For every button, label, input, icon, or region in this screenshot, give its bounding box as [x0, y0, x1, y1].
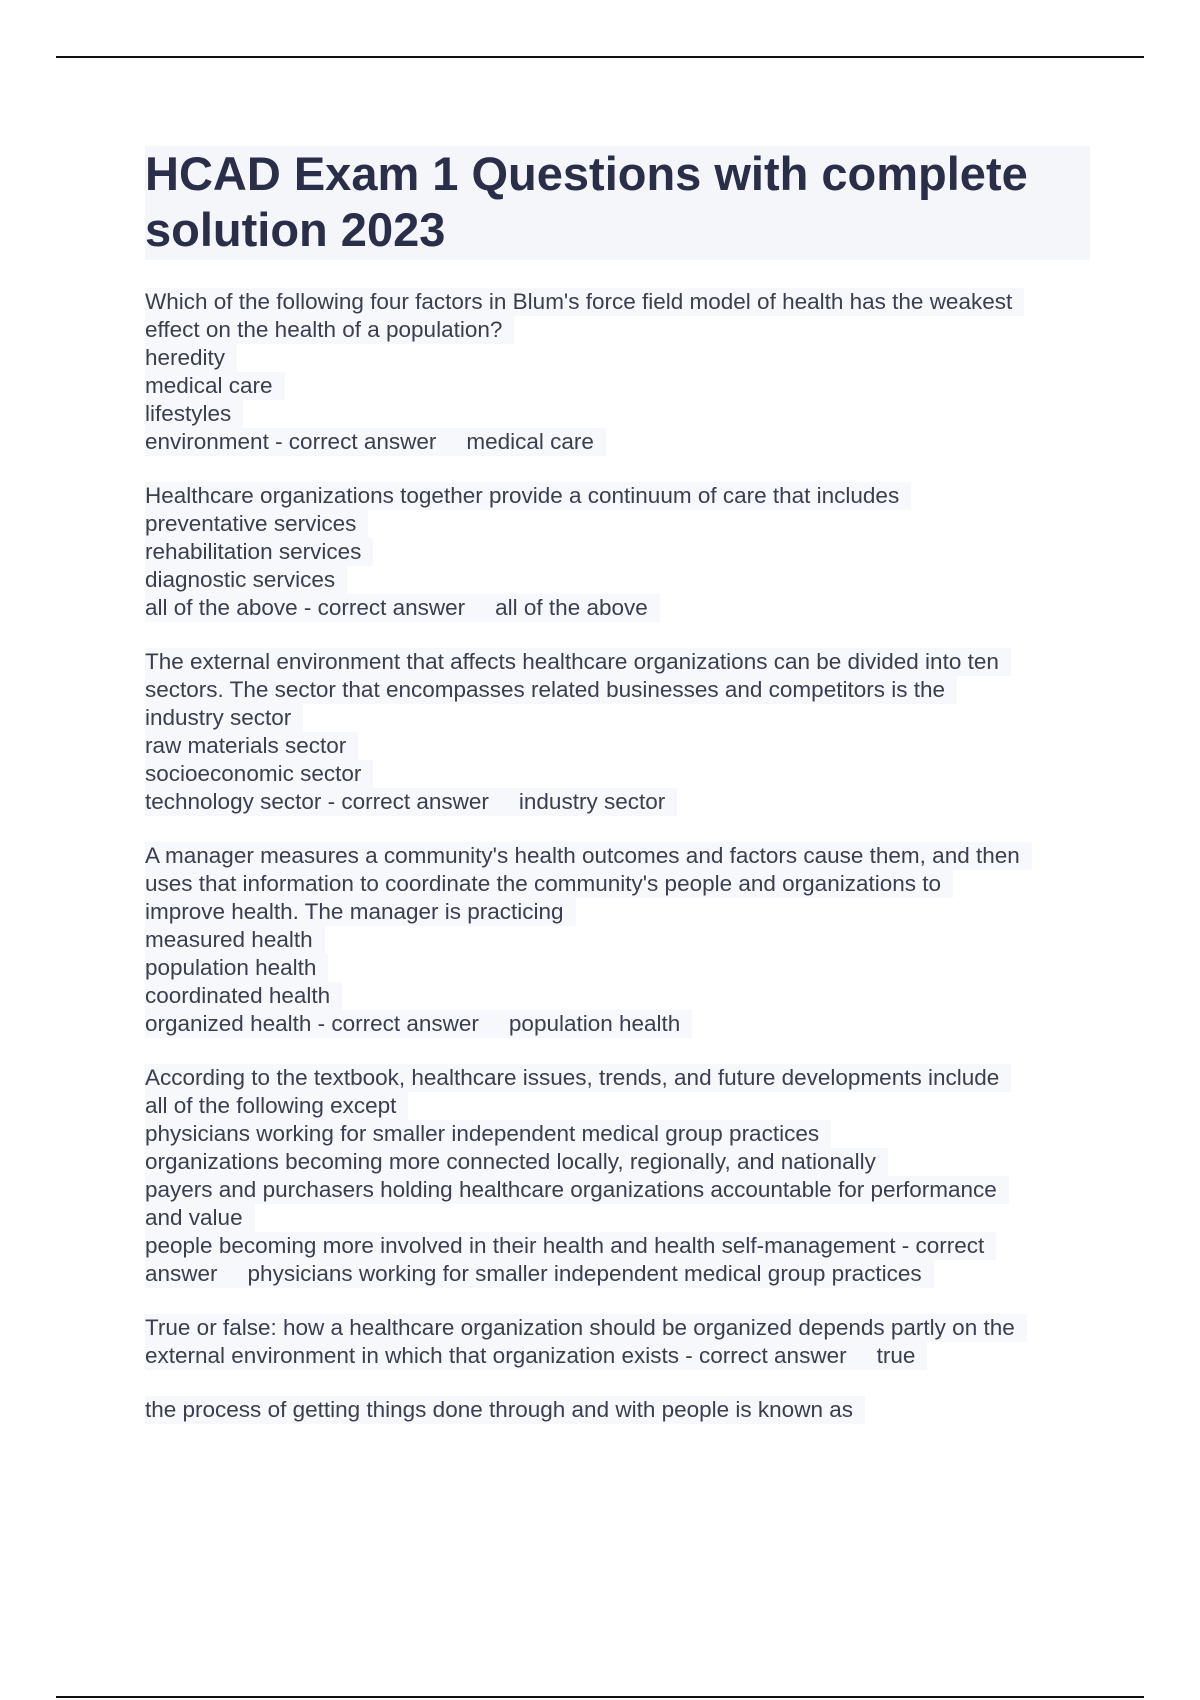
question-line — [145, 982, 1090, 1010]
question-text: medical care — [145, 372, 285, 400]
question-line — [145, 1148, 1090, 1176]
title-line: solution 2023 — [145, 203, 446, 256]
question-line — [145, 1204, 1090, 1232]
question-line — [145, 1064, 1090, 1092]
answer-line — [145, 1342, 1090, 1370]
question-line — [145, 510, 1090, 538]
question-line — [145, 538, 1090, 566]
correct-answer: true — [859, 1342, 928, 1370]
answer-label: external environment in which that organization exists - correct answer — [145, 1342, 859, 1370]
question-text: measured health — [145, 926, 325, 954]
question-text: preventative services — [145, 510, 368, 538]
question-line — [145, 1176, 1090, 1204]
question-text: payers and purchasers holding healthcare organizations accountable for performance — [145, 1176, 1009, 1204]
question-line — [145, 704, 1090, 732]
question-line — [145, 566, 1090, 594]
question-line — [145, 316, 1090, 344]
question-block — [145, 482, 1090, 622]
question-line — [145, 676, 1090, 704]
question-text: The external environment that affects healthcare organizations can be divided into ten — [145, 648, 1011, 676]
question-text: uses that information to coordinate the community's people and organizations to — [145, 870, 953, 898]
document-body — [145, 146, 1090, 1450]
question-block — [145, 648, 1090, 816]
answer-label: answer — [145, 1260, 230, 1288]
question-line — [145, 926, 1090, 954]
correct-answer: industry sector — [501, 788, 677, 816]
answer-line — [145, 1396, 1090, 1424]
answer-line — [145, 1260, 1090, 1288]
correct-answer: all of the above — [477, 594, 660, 622]
question-text: coordinated health — [145, 982, 342, 1010]
bottom-rule — [56, 1696, 1144, 1698]
correct-answer: medical care — [448, 428, 606, 456]
question-text: all of the following except — [145, 1092, 408, 1120]
answer-label: technology sector - correct answer — [145, 788, 501, 816]
question-text: Which of the following four factors in Blum's force field model of health has the weakest — [145, 288, 1024, 316]
answer-line — [145, 428, 1090, 456]
question-text: True or false: how a healthcare organization should be organized depends partly on the — [145, 1314, 1027, 1342]
question-block — [145, 1396, 1090, 1424]
question-text: population health — [145, 954, 328, 982]
question-line — [145, 842, 1090, 870]
document-title — [145, 146, 1090, 258]
question-line — [145, 1092, 1090, 1120]
question-text: heredity — [145, 344, 237, 372]
question-list — [145, 288, 1090, 1424]
question-line — [145, 288, 1090, 316]
correct-answer: physicians working for smaller independent medical group practices — [230, 1260, 934, 1288]
question-line — [145, 870, 1090, 898]
question-block — [145, 1314, 1090, 1370]
answer-label: all of the above - correct answer — [145, 594, 477, 622]
question-text: Healthcare organizations together provide a continuum of care that includes — [145, 482, 911, 510]
question-text: diagnostic services — [145, 566, 347, 594]
question-line — [145, 1232, 1090, 1260]
question-text: improve health. The manager is practicing — [145, 898, 576, 926]
question-line — [145, 344, 1090, 372]
question-block — [145, 842, 1090, 1038]
question-line — [145, 400, 1090, 428]
answer-label: organized health - correct answer — [145, 1010, 491, 1038]
question-line — [145, 482, 1090, 510]
question-line — [145, 760, 1090, 788]
question-text: organizations becoming more connected locally, regionally, and nationally — [145, 1148, 888, 1176]
question-text: people becoming more involved in their health and health self-management - correct — [145, 1232, 996, 1260]
question-block — [145, 1064, 1090, 1288]
question-text: physicians working for smaller independent medical group practices — [145, 1120, 831, 1148]
question-line — [145, 1314, 1090, 1342]
answer-label: the process of getting things done through and with people is known as — [145, 1396, 865, 1424]
question-text: rehabilitation services — [145, 538, 373, 566]
question-text: socioeconomic sector — [145, 760, 373, 788]
title-block — [145, 146, 1090, 260]
question-line — [145, 372, 1090, 400]
question-text: and value — [145, 1204, 255, 1232]
answer-line — [145, 594, 1090, 622]
title-line: HCAD Exam 1 Questions with complete — [145, 147, 1028, 200]
question-block — [145, 288, 1090, 456]
question-text: sectors. The sector that encompasses related businesses and competitors is the — [145, 676, 957, 704]
question-text: industry sector — [145, 704, 303, 732]
question-text: A manager measures a community's health outcomes and factors cause them, and then — [145, 842, 1032, 870]
answer-line — [145, 1010, 1090, 1038]
question-text: effect on the health of a population? — [145, 316, 514, 344]
question-text: According to the textbook, healthcare issues, trends, and future developments include — [145, 1064, 1011, 1092]
correct-answer: population health — [491, 1010, 692, 1038]
answer-line — [145, 788, 1090, 816]
question-line — [145, 648, 1090, 676]
question-line — [145, 1120, 1090, 1148]
question-line — [145, 898, 1090, 926]
question-line — [145, 954, 1090, 982]
answer-label: environment - correct answer — [145, 428, 448, 456]
top-rule — [56, 56, 1144, 58]
question-text: lifestyles — [145, 400, 243, 428]
question-line — [145, 732, 1090, 760]
question-text: raw materials sector — [145, 732, 358, 760]
